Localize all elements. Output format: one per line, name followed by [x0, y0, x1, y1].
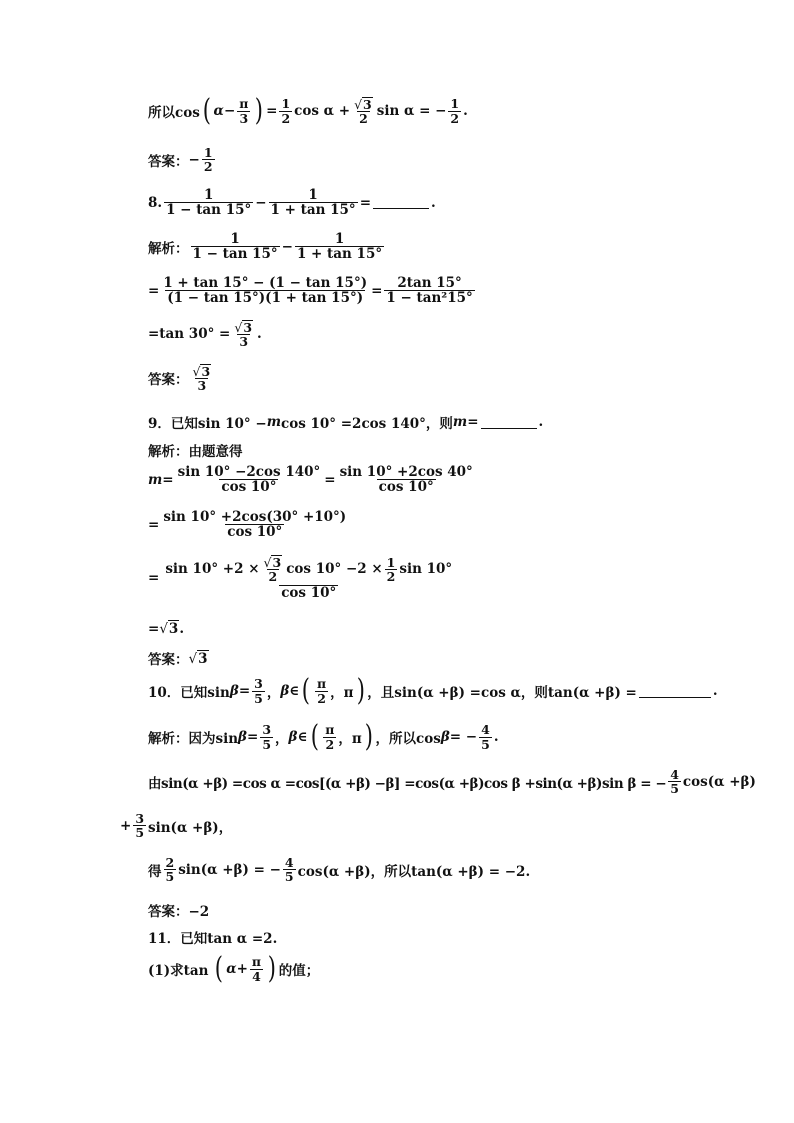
fraction: $\frac{1}{1 - \tan 15^\circ}$ [192, 231, 278, 263]
question-text: cos 10° =2cos 140°，则 [280, 416, 453, 432]
beta-symbol: β [288, 729, 298, 745]
fraction-sqrt3-over-3: √ 3 3 [192, 364, 211, 394]
period: . [257, 326, 262, 343]
fraction-pi-over-3: $\frac{\pi}{3}$ [239, 96, 249, 126]
text: 所以cos [148, 105, 200, 121]
question-text: 10．已知sin [148, 685, 230, 701]
minus-sign: − [281, 238, 293, 255]
period: . [712, 683, 718, 699]
equals-sign: = [359, 194, 371, 211]
beta-symbol: β [280, 683, 290, 699]
minus-sign: − [223, 103, 236, 119]
answer-9: 答案： √ 3 [148, 648, 209, 668]
question-text: 11．已知tan α =2. [148, 931, 278, 947]
minus-sign: − [255, 194, 267, 211]
equals-sign: = [148, 569, 160, 586]
variable-m: m [148, 471, 163, 488]
fraction: $\frac{\pi}{2}$ [317, 676, 327, 706]
fraction: $\frac{4}{5}$ [481, 722, 490, 752]
text: 的值； [278, 963, 320, 979]
fraction: $\frac{1 + \tan 15^\circ - (1 - \tan 15^\circ)}{(1 - \tan 15^\circ)(1 + \tan 15^\circ)}$ [163, 275, 368, 307]
comma: ， [266, 685, 281, 701]
equals-sign: = [371, 282, 383, 299]
equals-sign: = [148, 516, 160, 533]
right-paren: ) [356, 673, 365, 708]
question-text: 9．已知sin 10° − [148, 416, 267, 432]
solution-9-intro [148, 440, 243, 460]
left-paren: ( [215, 951, 224, 986]
solution-8-line-3 [148, 320, 262, 348]
period: . [493, 729, 499, 745]
period: . [431, 194, 436, 211]
text: 由sin(α +β) =cos α =cos[(α +β) −β] =cos(α +β)cos β +sin(α +β)sin β = − [148, 775, 667, 792]
right-paren: ) [267, 951, 277, 986]
right-paren: ) [255, 93, 264, 128]
plus-sign: + [236, 961, 248, 977]
comma: ， [275, 731, 289, 747]
solution-8-line-2 [148, 276, 477, 305]
fraction: $\frac{1}{1 + \tan 15^\circ}$ [296, 231, 383, 263]
right-paren: ) [364, 719, 373, 754]
period: . [463, 103, 468, 119]
fraction: $\frac{1}{1 - \tan 15^\circ}$ [166, 187, 252, 219]
variable-m: m [266, 414, 281, 430]
question-8 [148, 188, 436, 217]
solution-9-line-4: = √ 3 . [148, 620, 185, 637]
fraction: $\frac{3}{5}$ [135, 811, 145, 841]
fraction-one-half: $\frac{1}{2}$ [450, 96, 460, 126]
solution-10-line-4 [148, 856, 530, 883]
fraction-sqrt3-over-3: √ 3 3 [234, 320, 253, 350]
fraction: $\frac{\sin 10^\circ +2\cos(30^\circ +10^\circ)}{\cos 10^\circ}$ [163, 509, 347, 541]
equals-sign: = [238, 683, 251, 699]
answer-label: 答案： [148, 372, 189, 389]
period: . [538, 414, 544, 430]
text: cos(α +β)，所以tan(α +β) = −2. [297, 863, 531, 880]
fraction-sqrt3-over-2: √ 3 2 [354, 96, 372, 126]
variable-m: m [452, 414, 468, 430]
solution-9-line-3 [148, 555, 458, 600]
fraction: $\frac{2}{5}$ [165, 855, 175, 885]
beta-symbol: β [229, 683, 239, 699]
left-paren: ( [310, 719, 319, 754]
solution-label: 解析：由题意得 [148, 444, 243, 460]
answer-label: 答案： [148, 153, 189, 170]
text: ，所以cos [375, 731, 441, 747]
fraction: $\frac{3}{5}$ [262, 722, 272, 752]
equals-sign: = [467, 414, 479, 430]
question-number: 8. [148, 194, 163, 211]
solution-10-line-1 [148, 719, 499, 754]
element-of-symbol: ∈ [297, 729, 308, 745]
fraction: $\frac{3}{5}$ [254, 676, 263, 706]
minus-sign: − [188, 151, 200, 168]
fraction: $\frac{\sin 10^\circ -2\cos 140^\circ}{\cos 10^\circ}$ [177, 464, 321, 496]
solution-label: 解析： [148, 240, 189, 257]
answer-7 [148, 146, 217, 173]
text: sin(α +β) = − [178, 861, 281, 878]
beta-symbol: β [238, 729, 248, 745]
answer-blank [639, 685, 711, 698]
beta-symbol: β [440, 729, 450, 745]
solution-9-line-2 [148, 510, 350, 539]
answer-8 [148, 364, 215, 392]
fraction: $\frac{\pi}{4}$ [251, 954, 262, 984]
answer-10 [148, 900, 209, 920]
fraction: $\frac{2\tan 15^\circ}{\text{1 − tan²15°}}$ [386, 275, 473, 307]
answer-blank [373, 196, 429, 209]
fraction: $\frac{1}{1 + \tan 15^\circ}$ [270, 187, 356, 219]
element-of-symbol: ∈ [289, 683, 300, 699]
equals-sign: = [247, 729, 259, 745]
equals-sign: = [324, 471, 336, 488]
text: 得 [148, 863, 162, 880]
equals-sign: = [148, 620, 160, 637]
left-paren: ( [302, 673, 311, 708]
text: = − [449, 729, 478, 745]
solution-9-line-1 [148, 465, 477, 494]
equals-sign: = [162, 471, 174, 488]
question-11 [148, 927, 277, 947]
fraction-one-half: $\frac{1}{2}$ [281, 96, 291, 126]
derivation-line-1 [148, 93, 468, 128]
text: ，π [330, 685, 354, 701]
text: sin α = − [376, 103, 447, 119]
fraction: $\frac{\sin 10^\circ +2\cos 40^\circ}{\cos 10^\circ}$ [339, 464, 473, 496]
question-text: ，且sin(α +β) =cos α，则tan(α +β) = [367, 685, 637, 701]
text: (1)求tan [148, 963, 209, 979]
alpha-symbol: α [226, 961, 237, 977]
fraction: $\frac{\pi}{2}$ [325, 722, 335, 752]
alpha-symbol: α [213, 103, 224, 119]
text: cos(α +β) [682, 773, 756, 790]
plus-sign: + [120, 817, 132, 834]
text: cos α + [294, 103, 351, 119]
equals-sign: = [266, 103, 278, 119]
text: sin(α +β)， [148, 819, 233, 836]
answer-label: 答案： [148, 652, 189, 668]
fraction: sin 10° +2 × √ 3 2 cos 10° −2 × $\frac{1}{2}$ sin 10° cos 10° [165, 554, 453, 602]
fraction: $\frac{4}{5}$ [284, 855, 294, 885]
solution-10-line-2 [148, 768, 756, 795]
fraction-one-half: $\frac{1}{2}$ [203, 145, 213, 175]
solution-label: 解析：因为sin [148, 731, 239, 747]
question-9 [148, 412, 543, 432]
question-11-part-1 [148, 951, 320, 986]
answer-label: 答案：−2 [148, 904, 210, 920]
answer-blank [481, 416, 537, 429]
left-paren: ( [202, 93, 211, 128]
period: . [179, 620, 185, 637]
question-10 [148, 673, 718, 708]
text: ，π [338, 731, 362, 747]
solution-8-line-1 [148, 232, 386, 261]
equals-sign: = [148, 282, 160, 299]
fraction: $\frac{4}{5}$ [670, 767, 679, 797]
text: =tan 30° = [148, 326, 231, 343]
solution-10-line-3 [120, 812, 232, 839]
